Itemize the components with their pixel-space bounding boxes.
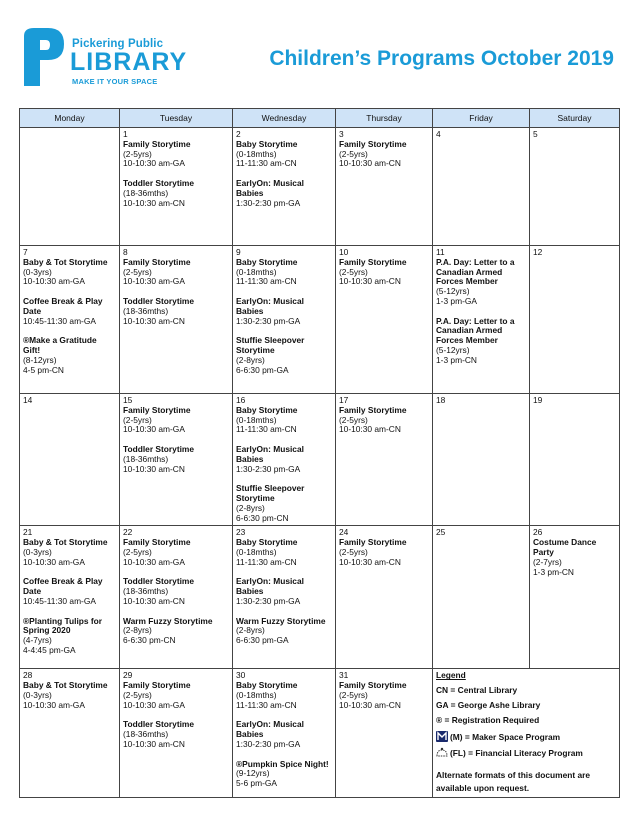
day-number: 7 [23, 247, 28, 257]
program-age-range: (5-12yrs) [436, 286, 470, 297]
program-age-range: (2-5yrs) [123, 689, 152, 700]
day-number: 17 [339, 395, 349, 405]
program-age-range: (18-36mths) [123, 187, 169, 198]
calendar-table [19, 108, 620, 798]
program-event [339, 406, 429, 435]
calendar-day-cell [20, 128, 120, 246]
program-event [236, 179, 332, 208]
day-number: 19 [533, 395, 543, 405]
program-event [123, 720, 229, 749]
column-header-wednesday: Wednesday [233, 109, 336, 128]
day-number: 24 [339, 527, 349, 538]
program-time-location: 11-11:30 am-CN [236, 424, 297, 435]
page-title: Children’s Programs October 2019 [269, 47, 614, 70]
program-age-range: (18-36mths) [123, 305, 169, 316]
program-event [533, 538, 616, 577]
program-name: Warm Fuzzy Storytime [236, 615, 326, 626]
program-name: Baby Storytime [236, 256, 298, 267]
program-name: Baby Storytime [236, 537, 298, 548]
logo-line-2: LIBRARY [70, 48, 188, 76]
program-event [23, 336, 116, 375]
program-age-range: (2-8yrs) [236, 625, 265, 636]
program-name: EarlyOn: Musical Babies [236, 443, 304, 464]
calendar-day-cell [120, 246, 233, 394]
calendar-day-cell [120, 669, 233, 798]
program-name: Baby & Tot Storytime [23, 680, 108, 691]
program-name: Toddler Storytime [123, 295, 195, 306]
logo-line-1: Pickering Public [72, 38, 164, 50]
program-event [236, 760, 332, 789]
day-number: 29 [123, 670, 133, 681]
program-event [23, 538, 116, 567]
day-number: 18 [436, 395, 446, 405]
program-name: Family Storytime [339, 680, 407, 691]
program-time-location: 5-6 pm-GA [236, 778, 277, 789]
financial-literacy-icon [436, 747, 448, 758]
program-time-location: 10-10:30 am-CN [123, 738, 185, 749]
calendar-day-cell [233, 246, 336, 394]
program-time-location: 6-6:30 pm-GA [236, 635, 289, 646]
program-event [236, 140, 332, 169]
calendar-day-cell [20, 526, 120, 669]
program-age-range: (0-18mths) [236, 148, 277, 159]
program-time-location: 10-10:30 am-GA [123, 158, 185, 169]
day-number: 10 [339, 247, 349, 257]
calendar-week-row [20, 669, 620, 798]
calendar-day-cell [433, 394, 530, 526]
program-event [236, 484, 332, 523]
legend-item-text: (M) = Maker Space Program [450, 731, 561, 742]
program-event [236, 297, 332, 326]
day-number: 28 [23, 670, 33, 681]
program-time-location: 4-4:45 pm-GA [23, 644, 76, 655]
program-event [123, 681, 229, 710]
program-time-location: 1:30-2:30 pm-GA [236, 595, 301, 606]
program-event [236, 258, 332, 287]
calendar-day-cell [433, 128, 530, 246]
program-event [123, 406, 229, 435]
day-number: 1 [123, 129, 128, 139]
program-event [339, 538, 429, 567]
program-event [236, 617, 332, 646]
program-time-location: 10-10:30 am-CN [123, 463, 185, 474]
day-number: 25 [436, 527, 446, 538]
calendar-day-cell [433, 246, 530, 394]
day-number: 14 [23, 395, 33, 405]
program-time-location: 10-10:30 am-GA [123, 276, 185, 287]
program-age-range: (2-5yrs) [339, 414, 368, 425]
program-age-range: (0-18mths) [236, 689, 277, 700]
program-time-location: 10-10:30 am-GA [123, 699, 185, 710]
program-time-location: 10:45-11:30 am-GA [23, 315, 96, 326]
program-name: Toddler Storytime [123, 719, 195, 730]
program-time-location: 6-6:30 pm-GA [236, 364, 289, 375]
legend-cell [433, 669, 620, 798]
program-age-range: (2-7yrs) [533, 556, 562, 567]
program-age-range: (2-8yrs) [236, 502, 265, 513]
program-name: Toddler Storytime [123, 443, 195, 454]
program-name: Baby Storytime [236, 404, 298, 415]
calendar-day-cell [233, 526, 336, 669]
program-age-range: (0-3yrs) [23, 689, 52, 700]
program-name: Costume Dance Party [533, 537, 597, 557]
program-age-range: (9-12yrs) [236, 768, 270, 779]
day-number: 21 [23, 527, 33, 538]
program-age-range: (0-18mths) [236, 414, 277, 425]
calendar-day-cell [336, 246, 433, 394]
program-name: Family Storytime [123, 404, 191, 415]
program-time-location: 10-10:30 am-CN [123, 315, 185, 326]
program-event [23, 577, 116, 606]
program-event [236, 336, 332, 375]
calendar-day-cell [233, 669, 336, 798]
program-time-location: 1-3 pm-CN [436, 354, 477, 365]
program-age-range: (0-18mths) [236, 266, 277, 277]
program-age-range: (5-12yrs) [436, 344, 470, 355]
legend-item-text: ® = Registration Required [436, 714, 540, 725]
day-number: 11 [436, 247, 445, 257]
program-event [23, 681, 116, 710]
program-event [436, 258, 526, 307]
program-event [123, 577, 229, 606]
day-number: 8 [123, 247, 128, 257]
calendar-day-cell [20, 246, 120, 394]
program-name: Coffee Break & Play Date [23, 295, 103, 316]
program-event [339, 258, 429, 287]
program-name: ®Make a Gratitude Gift! [23, 335, 97, 355]
day-number: 4 [436, 129, 441, 139]
calendar-day-cell [233, 128, 336, 246]
day-number: 5 [533, 129, 538, 139]
column-header-monday: Monday [20, 109, 120, 128]
program-name: Stuffie Sleepover Storytime [236, 483, 305, 503]
program-name: Family Storytime [339, 138, 407, 149]
program-time-location: 10-10:30 am-CN [339, 276, 401, 287]
library-logo-mark-icon [18, 26, 74, 88]
program-name: Baby Storytime [236, 680, 298, 691]
program-event [123, 445, 229, 474]
program-name: EarlyOn: Musical Babies [236, 295, 304, 316]
program-age-range: (18-36mths) [123, 586, 169, 597]
program-time-location: 1:30-2:30 pm-GA [236, 315, 301, 326]
program-name: Family Storytime [339, 404, 407, 415]
day-number: 2 [236, 129, 241, 139]
calendar-week-row [20, 128, 620, 246]
program-age-range: (2-8yrs) [123, 625, 152, 636]
day-number: 15 [123, 395, 133, 405]
day-number: 22 [123, 527, 133, 538]
program-event [236, 720, 332, 749]
day-number: 26 [533, 527, 543, 538]
calendar-day-cell [120, 526, 233, 669]
program-name: Baby & Tot Storytime [23, 256, 108, 267]
program-event [236, 538, 332, 567]
program-age-range: (2-5yrs) [123, 266, 152, 277]
calendar-day-cell [20, 669, 120, 798]
program-name: Family Storytime [123, 680, 191, 691]
column-header-tuesday: Tuesday [120, 109, 233, 128]
program-name: EarlyOn: Musical Babies [236, 576, 304, 597]
program-event [123, 297, 229, 326]
calendar-day-cell [20, 394, 120, 526]
program-time-location: 10:45-11:30 am-GA [23, 595, 96, 606]
calendar-week-row [20, 246, 620, 394]
legend-item [436, 686, 616, 696]
alternate-formats-note: Alternate formats of this document are available upon request. [436, 770, 591, 794]
program-time-location: 10-10:30 am-CN [339, 699, 401, 710]
calendar-day-cell [120, 394, 233, 526]
program-name: Toddler Storytime [123, 177, 195, 188]
calendar-day-cell [120, 128, 233, 246]
program-time-location: 6-6:30 pm-CN [123, 635, 176, 646]
program-age-range: (2-8yrs) [236, 354, 265, 365]
day-number: 12 [533, 247, 543, 257]
calendar-day-cell [530, 128, 620, 246]
day-number: 3 [339, 129, 344, 139]
program-event [339, 140, 429, 169]
calendar-day-cell [233, 394, 336, 526]
program-event [436, 317, 526, 366]
program-name: Baby & Tot Storytime [23, 537, 108, 548]
logo-tagline: MAKE IT YOUR SPACE [72, 77, 158, 86]
program-age-range: (2-5yrs) [339, 148, 368, 159]
legend-item-text: (FL) = Financial Literacy Program [450, 748, 583, 759]
legend-item [436, 716, 616, 726]
program-time-location: 11-11:30 am-CN [236, 276, 297, 287]
program-time-location: 1:30-2:30 pm-GA [236, 197, 301, 208]
program-time-location: 1:30-2:30 pm-GA [236, 738, 301, 749]
program-time-location: 10-10:30 am-CN [123, 197, 185, 208]
program-age-range: (0-18mths) [236, 546, 277, 557]
program-name: EarlyOn: Musical Babies [236, 719, 304, 740]
program-name: Coffee Break & Play Date [23, 576, 103, 597]
program-time-location: 10-10:30 am-CN [123, 595, 185, 606]
calendar-day-cell [336, 669, 433, 798]
program-age-range: (18-36mths) [123, 729, 169, 740]
program-age-range: (2-5yrs) [339, 266, 368, 277]
program-age-range: (2-5yrs) [123, 148, 152, 159]
program-name: Family Storytime [123, 256, 191, 267]
program-time-location: 10-10:30 am-CN [339, 556, 401, 567]
library-logo [18, 26, 198, 92]
program-time-location: 10-10:30 am-GA [123, 556, 185, 567]
program-name: P.A. Day: Letter to a Canadian Armed Forces Member [436, 256, 515, 287]
program-name: Baby Storytime [236, 138, 298, 149]
column-header-saturday: Saturday [530, 109, 620, 128]
calendar-day-cell [530, 246, 620, 394]
program-event [123, 179, 229, 208]
day-number: 9 [236, 247, 241, 257]
program-age-range: (18-36mths) [123, 453, 169, 464]
column-header-friday: Friday [433, 109, 530, 128]
calendar-day-cell [433, 526, 530, 669]
program-age-range: (2-5yrs) [123, 414, 152, 425]
program-name: ®Planting Tulips for Spring 2020 [23, 615, 103, 636]
program-time-location: 1-3 pm-GA [436, 295, 477, 306]
program-time-location: 10-10:30 am-GA [23, 699, 85, 710]
program-name: Family Storytime [123, 138, 191, 149]
day-number: 23 [236, 527, 246, 538]
program-time-location: 10-10:30 am-CN [339, 158, 401, 169]
program-age-range: (8-12yrs) [23, 354, 57, 365]
column-header-thursday: Thursday [336, 109, 433, 128]
program-name: Stuffie Sleepover Storytime [236, 335, 305, 355]
program-age-range: (4-7yrs) [23, 635, 52, 646]
program-event [236, 445, 332, 474]
legend-item [436, 701, 616, 711]
program-time-location: 1:30-2:30 pm-GA [236, 463, 301, 474]
program-event [123, 140, 229, 169]
program-age-range: (0-3yrs) [23, 546, 52, 557]
program-event [23, 617, 116, 656]
calendar-week-row [20, 526, 620, 669]
program-event [23, 258, 116, 287]
program-event [236, 406, 332, 435]
program-time-location: 6-6:30 pm-CN [236, 512, 289, 523]
calendar-day-cell [530, 526, 620, 669]
program-name: Family Storytime [123, 537, 191, 548]
day-number: 16 [236, 395, 246, 405]
calendar-header-row [20, 109, 620, 128]
program-time-location: 10-10:30 am-GA [23, 276, 85, 287]
calendar-day-cell [336, 128, 433, 246]
program-event [339, 681, 429, 710]
day-number: 30 [236, 670, 246, 681]
legend-item [436, 747, 616, 759]
day-number: 31 [339, 670, 349, 681]
program-event [236, 577, 332, 606]
program-name: ®Pumpkin Spice Night! [236, 758, 329, 769]
program-event [123, 617, 229, 646]
program-event [236, 681, 332, 710]
calendar-day-cell [336, 394, 433, 526]
program-event [123, 538, 229, 567]
calendar-week-row [20, 394, 620, 526]
program-time-location: 10-10:30 am-CN [339, 424, 401, 435]
program-time-location: 11-11:30 am-CN [236, 158, 297, 169]
legend-title: Legend [436, 670, 466, 681]
program-name: Family Storytime [339, 256, 407, 267]
program-time-location: 11-11:30 am-CN [236, 556, 297, 567]
maker-space-icon [436, 731, 448, 742]
program-age-range: (2-5yrs) [339, 689, 368, 700]
program-time-location: 4-5 pm-CN [23, 364, 64, 375]
legend-item [436, 731, 616, 743]
program-event [123, 258, 229, 287]
program-name: Toddler Storytime [123, 576, 195, 587]
program-name: Family Storytime [339, 537, 407, 548]
program-time-location: 1-3 pm-CN [533, 566, 574, 577]
program-age-range: (2-5yrs) [339, 546, 368, 557]
program-event [23, 297, 116, 326]
legend-item-text: CN = Central Library [436, 685, 518, 696]
program-age-range: (0-3yrs) [23, 266, 52, 277]
legend-item-text: GA = George Ashe Library [436, 699, 541, 710]
calendar-day-cell [336, 526, 433, 669]
calendar-day-cell [530, 394, 620, 526]
program-name: P.A. Day: Letter to a Canadian Armed Forces Member [436, 315, 515, 346]
program-time-location: 10-10:30 am-GA [23, 556, 85, 567]
program-name: Warm Fuzzy Storytime [123, 615, 213, 626]
program-time-location: 10-10:30 am-GA [123, 424, 185, 435]
program-time-location: 11-11:30 am-CN [236, 699, 297, 710]
program-age-range: (2-5yrs) [123, 546, 152, 557]
program-name: EarlyOn: Musical Babies [236, 177, 304, 198]
